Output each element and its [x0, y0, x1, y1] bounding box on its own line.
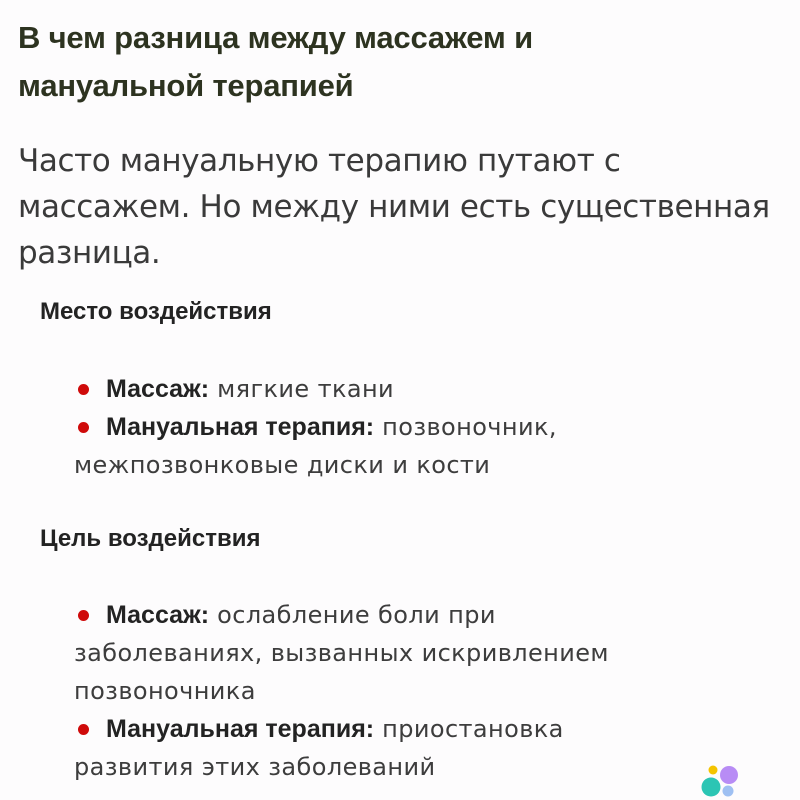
item-term: Мануальная терапия: [106, 715, 375, 743]
section-heading-place: Место воздействия [40, 298, 272, 325]
item-term: Массаж: [106, 601, 210, 629]
list-item [74, 596, 760, 710]
logo-dot-teal [702, 778, 721, 797]
item-text: мягкие ткани [217, 375, 395, 403]
red-dot-bullet-icon [78, 384, 89, 395]
section-heading-goal: Цель воздействия [40, 525, 261, 552]
item-term: Мануальная терапия: [106, 413, 375, 441]
list-item [74, 370, 760, 408]
section-list-goal [0, 596, 760, 786]
list-item [74, 408, 760, 484]
colored-dots-logo-icon [694, 760, 742, 800]
item-term: Массаж: [106, 375, 210, 403]
item-text: позвоночник, [382, 413, 557, 441]
article-title: В чем разница между массажем и мануальной терапией [18, 20, 533, 103]
item-text-continued: межпозвонковые диски и кости [74, 451, 491, 479]
item-text-continued: заболеваниях, вызванных искривлением [74, 639, 609, 667]
item-text-continued: развития этих заболеваний [74, 753, 436, 781]
article-intro: Часто мануальную терапию путают с массажем. Но между ними есть существенная разница. [18, 143, 770, 271]
item-text: приостановка [382, 715, 564, 743]
item-text: ослабление боли при [217, 601, 496, 629]
logo-dot-purple [720, 766, 738, 784]
red-dot-bullet-icon [78, 610, 89, 621]
section-list-place [0, 370, 760, 484]
logo-dot-blue [723, 786, 734, 797]
red-dot-bullet-icon [78, 422, 89, 433]
red-dot-bullet-icon [78, 724, 89, 735]
list-item [74, 710, 760, 786]
item-text-continued: позвоночника [74, 677, 256, 705]
logo-dot-yellow [709, 766, 718, 775]
